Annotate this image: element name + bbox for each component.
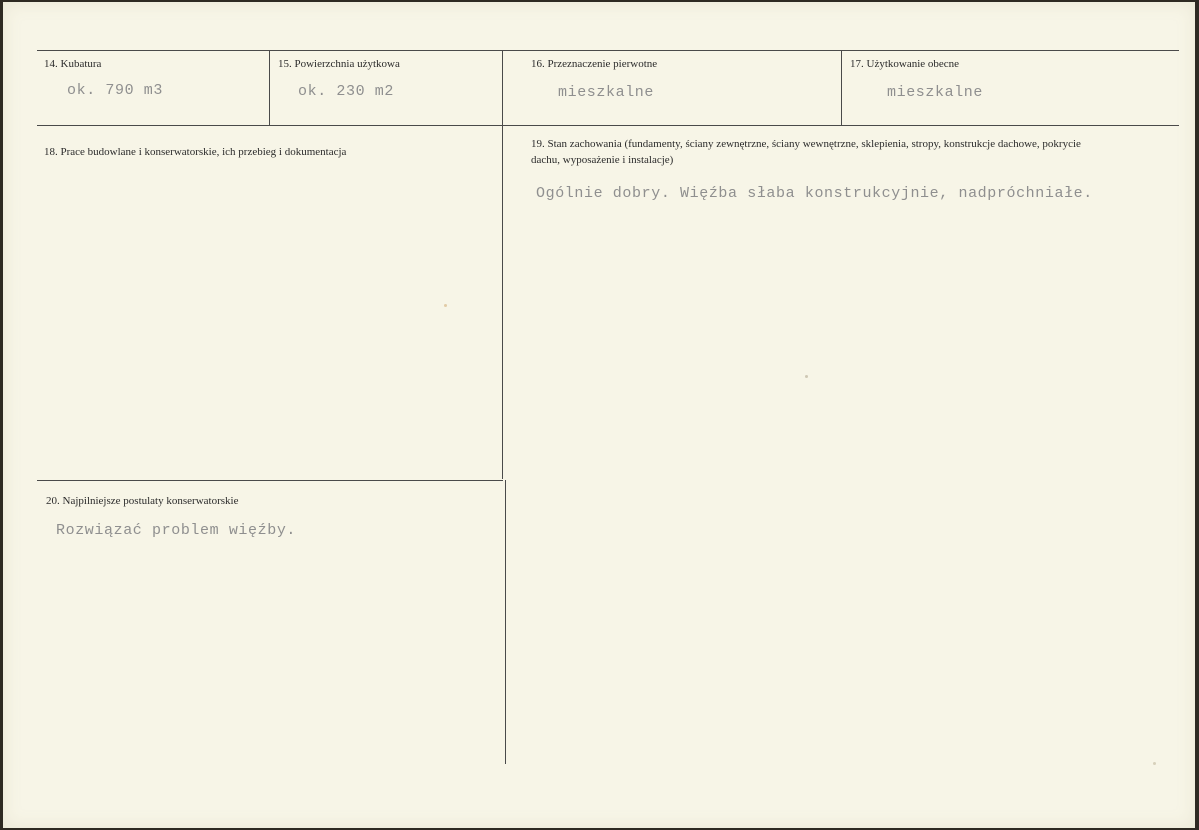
field-14-value: ok. 790 m3 <box>67 82 164 99</box>
divider-14-15 <box>269 50 270 125</box>
record-card <box>3 2 1195 828</box>
field-19-value: Ogólnie dobry. Więźba słaba konstrukcyjnie, nadpróchniałe. <box>536 185 1093 202</box>
field-17-value: mieszkalne <box>887 84 984 101</box>
row-rule <box>37 125 1179 126</box>
field-15-label: 15. Powierzchnia użytkowa <box>278 58 400 70</box>
section-rule <box>37 480 503 481</box>
field-14-label: 14. Kubatura <box>44 58 102 70</box>
paper-speck <box>444 304 447 307</box>
field-20-label: 20. Najpilniejsze postulaty konserwatorskie <box>46 495 239 507</box>
paper-speck <box>1153 762 1156 765</box>
field-17-label: 17. Użytkowanie obecne <box>850 58 960 70</box>
field-18-label: 18. Prace budowlane i konserwatorskie, ich przebieg i dokumentacja <box>44 146 347 158</box>
divider-16-17 <box>841 50 842 125</box>
field-16-label: 16. Przeznaczenie pierwotne <box>531 58 658 70</box>
field-16-value: mieszkalne <box>558 84 655 101</box>
divider-15-16 <box>502 50 503 479</box>
top-rule <box>37 50 1179 51</box>
field-19-label: 19. Stan zachowania (fundamenty, ściany zewnętrzne, ściany wewnętrzne, sklepienia, stropy, konstrukcje dachowe, pokrycie dachu, wyposażenie i instalacje) <box>531 138 1081 166</box>
divider-20-19 <box>505 480 506 764</box>
paper-speck <box>805 375 808 378</box>
field-20-value: Rozwiązać problem więźby. <box>56 522 297 539</box>
field-15-value: ok. 230 m2 <box>298 83 395 100</box>
